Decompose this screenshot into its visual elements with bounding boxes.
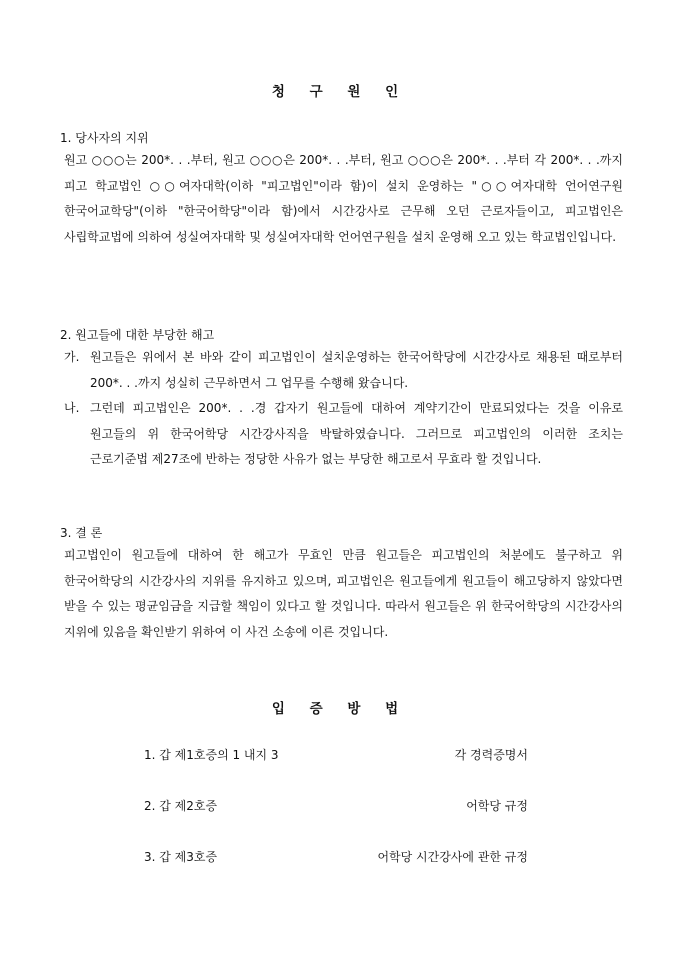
evidence-ref: 1. 갑 제1호증의 1 내지 3 [144, 748, 279, 762]
evidence-desc: 각 경력증명서 [454, 748, 528, 762]
evidence-title: 입 증 방 법 [271, 701, 409, 717]
section-1-body: 원고 ○○○는 200*. . .부터, 원고 ○○○은 200*. . .부터, 원고 ○○○은 200*. . .부터 각 200*. . .까지 피고 학교법인 ○○여자대학(이하 "피고법인"이라 함)이 설치 운영하는 "○○여자대학 언어연구원 한국어교학당"(이하 "한국어학당"이라 함)에서 시간강사로 근무해 오던 근로자들이고, 피고법인은 사립학교법에 의하여 성실여자대학 및 성실여자대학 언어연구원을 설치 운영해 오고 있는 학교법인입니다. [64, 153, 623, 244]
evidence-ref: 3. 갑 제3호증 [144, 850, 218, 864]
section-3-heading: 3. 결 론 [60, 526, 103, 540]
section-2-heading: 2. 원고들에 대한 부당한 해고 [60, 328, 215, 342]
evidence-desc: 어학당 시간강사에 관한 규정 [377, 850, 528, 864]
section-3-body: 피고법인이 원고들에 대하여 한 해고가 무효인 만큼 원고들은 피고법인의 처분에도 불구하고 위 한국어학당의 시간강사의 지위를 유지하고 있으며, 피고법인은 원고들에게 원고들이 해고당하지 않았다면 받을 수 있는 평균임금을 지급할 책임이 있다고 할 것입니다. 따라서 원고들은 위 한국어학당의 시간강사의 지위에 있음을 확인받기 위하여 이 사건 소송에 이른 것입니다. [64, 548, 623, 639]
evidence-ref: 2. 갑 제2호증 [144, 799, 218, 813]
item-text: 그런데 피고법인은 200*. . .경 갑자기 원고들에 대하여 계약기간이 만료되었다는 것을 이유로 원고들의 위 한국어학당 시간강사직을 박탈하였습니다. 그러므로 피고법인의 이러한 조치는 근로기준법 제27조에 반하는 정당한 사유가 없는 부당한 해고로서 무효라 할 것입니다. [90, 401, 623, 466]
evidence-desc: 어학당 규정 [466, 799, 528, 813]
item-text: 원고들은 위에서 본 바와 같이 피고법인이 설치운영하는 한국어학당에 시간강사로 채용된 때로부터 200*. . .까지 성실히 근무하면서 그 업무를 수행해 왔습니다. [90, 350, 623, 390]
section-2-item-na [64, 396, 623, 473]
item-marker: 가. [64, 350, 80, 364]
item-marker: 나. [64, 401, 80, 415]
section-1-heading: 1. 당사자의 지위 [60, 131, 149, 145]
document-title: 청 구 원 인 [271, 84, 409, 100]
section-2-item-ga [64, 345, 623, 396]
